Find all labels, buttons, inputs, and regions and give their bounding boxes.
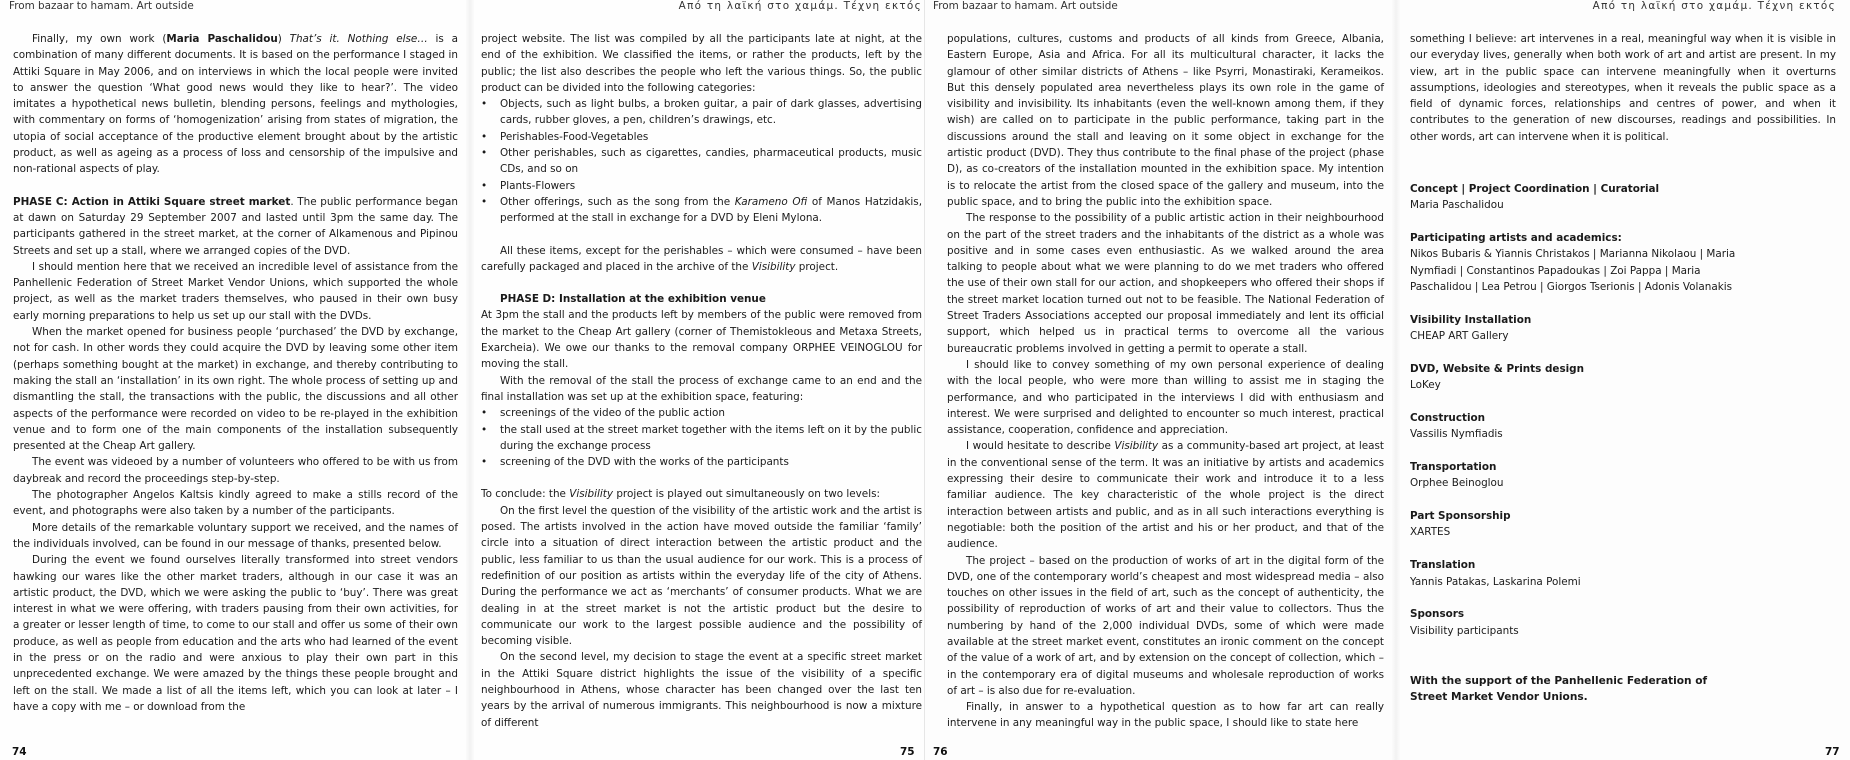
page-number: 74	[12, 746, 27, 758]
phase-c-heading: PHASE C: Action in Attiki Square street market	[13, 195, 291, 208]
credit-title: DVD, Website & Prints design	[1410, 362, 1585, 375]
conclude-lead: To conclude: the	[481, 488, 570, 501]
credit-entry	[1410, 361, 1830, 394]
spread-divider	[924, 0, 925, 760]
intro-lead: Finally, my own work (	[32, 33, 167, 45]
hesitate-rest: as a community-based art project, at least in the conventional sense of the term. It was an initiative by artists and academics expressing their desire to communicate their work and introduce it to a less familiar audience. The key characteristic of the whole project is the direct interaction between artists and public, and as in all such interactions everything is negotiable: both the position of the artist and his or her product, and that of the audience.	[947, 440, 1384, 551]
body-paragraph: On the second level, my decision to stage the event at a specific street market in the Attiki Square district highlights the issue of the visibility of a specific neighbourhood in Athens, whose character has been changed over the last ten years by the arrival of numerous immigrants. This neighbourhood is now a mixture of different	[481, 651, 922, 729]
category-item	[481, 194, 922, 227]
body-paragraph	[481, 486, 922, 502]
body-paragraph: During the event we found ourselves literally transformed into street vendors hawking our wares like the other market traders, although in our case it was an artistic product, the DVD, which we were asking the public to ‘buy’. There was great interest in what we were offering, with traders pausing from their own activities, for a greater or lesser length of time, to come to our stall and offer us some of their own produce, as well as people from education and the arts who had learned of the event in the press or on the radio and were anxious to play their own part in this unprecedented exchange. We were amazed by the things these people brought and left on the stall. We made a list of all the items left, which you can look at later – I have a copy with me – or download from the	[13, 554, 458, 713]
author-name: Maria Paschalidou	[166, 33, 278, 45]
book-gutter	[466, 0, 474, 760]
credit-value: Vassilis Nymfiadis	[1410, 428, 1503, 441]
credit-entry	[1410, 557, 1830, 590]
archive-rest: project.	[795, 260, 839, 273]
credit-value: Maria Paschalidou	[1410, 199, 1504, 212]
credit-title: Participating artists and academics:	[1410, 232, 1622, 245]
body-paragraph: When the market opened for business people ‘purchased’ the DVD by exchange, not for cash. In other words they could acquire the DVD by leaving some other item (perhaps something bought at the market) in exchange, and thereby contributing to making the stall an ‘installation’ in its own right. The whole process of setting up and dismantling the stall, the transactions with the public, the discussions and all other aspects of the performance were recorded on video to be re-played in the exhibition venue and to form one of the main components of the installation subsequently presented at the Cheap Art gallery.	[13, 326, 458, 453]
offerings-lead: Other offerings, such as the song from the	[500, 195, 735, 208]
conclude-rest: project is played out simultaneously on two levels:	[613, 488, 881, 501]
credit-value: Visibility participants	[1410, 624, 1519, 637]
category-item: • Objects, such as light bulbs, a broken guitar, a pair of dark glasses, advertising cards, rubber gloves, a pen, children’s drawings, etc.	[481, 96, 922, 129]
body-paragraph: With the removal of the stall the process of exchange came to an end and the final installation was set up at the exhibition space, featuring:	[481, 374, 922, 403]
project-title: Visibility	[1114, 440, 1159, 453]
page-76-column	[947, 31, 1384, 732]
phase-d-heading: PHASE D: Installation at the exhibition venue	[500, 293, 766, 306]
credit-title: Part Sponsorship	[1410, 510, 1511, 523]
work-title: That’s it. Nothing else…	[289, 33, 428, 45]
phase-c-text: . The public performance began at dawn on Saturday 29 September 2007 and lasted until 3pm the same day. The participants gathered in the street market, at the corner of Alkamenous and Pipinou Streets and set up a stall, where we arranged copies of the DVD.	[13, 195, 459, 257]
credit-value: Orphee Beinoglou	[1410, 477, 1504, 490]
credit-value: Nikos Bubaris & Yiannis Christakos | Marianna Nikolaou | Maria Nymfiadi | Constantinos Papadoukas | Zoi Pappa | Maria Paschalidou | Lea Petrou | Giorgos Tserionis | Adonis Volanakis	[1410, 248, 1736, 293]
running-head-english: From bazaar to hamam. Art outside	[9, 0, 194, 12]
feature-list	[481, 405, 922, 470]
body-paragraph: More details of the remarkable voluntary support we received, and the names of the individuals involved, can be found in our message of thanks, presented below.	[13, 521, 458, 550]
body-paragraph: Finally, in answer to a hypothetical question as to how far art can really intervene in any meaningful way in the public space, I should like to state here	[947, 701, 1384, 730]
credit-entry	[1410, 508, 1830, 541]
credit-entry	[1410, 459, 1830, 492]
running-head-greek: Από τη λαϊκή στο χαμάμ. Τέχνη εκτός	[678, 0, 922, 12]
page-number: 76	[933, 746, 948, 758]
support-statement: With the support of the Panhellenic Federation of Street Market Vendor Unions.	[1410, 675, 1708, 704]
body-paragraph: The project – based on the production of works of art in the digital form of the DVD, one of the contemporary world’s cheapest and most widespread media – also touches on other issues in the field of art, such as the concept of authenticity, the possibility of reproduction of works of art and their value to collectors. Thus the numbering by hand of the 2,000 individual DVDs, some of which were made available at the street market event, constitutes an ironic comment on the concept of the value of a work of art, and by extension on the concept of collection, which – in the contemporary era of digital museums and wholesale reproduction of works of art – is also due for re-evaluation.	[947, 554, 1384, 697]
credit-title: Sponsors	[1410, 608, 1465, 621]
hesitate-lead: I would hesitate to describe	[966, 440, 1115, 453]
page-number: 77	[1825, 746, 1840, 758]
credits-list	[1410, 181, 1830, 655]
body-paragraph: The photographer Angelos Kaltsis kindly agreed to make a stills record of the event, and photographs were also taken by a number of the participants.	[13, 489, 458, 518]
credit-entry	[1410, 410, 1830, 443]
credit-title: Transportation	[1410, 461, 1497, 474]
body-paragraph: I should mention here that we received an incredible level of assistance from the Panhellenic Federation of Street Market Vendor Unions, which supported the whole project, as well as the market traders themselves, who paused in their own busy early morning preparations to help us set up our stall with the DVDs.	[13, 260, 458, 322]
feature-item: • the stall used at the street market together with the items left on it by the public during the exchange process	[481, 422, 922, 455]
category-item: • Other perishables, such as cigarettes, candies, pharmaceutical products, music CDs, and so on	[481, 145, 922, 178]
project-title: Visibility	[569, 488, 614, 501]
intro-connector: )	[277, 33, 290, 45]
intro-rest: is a combination of many different documents. It is based on the performance I staged in Attiki Square in May 2006, and on interviews in which the local people were invited to answer the question ‘What good news would they like to hear?’. The video imitates a hypothetical news bulletin, blending persons, feelings and mythologies, with commentary on forms of ‘homogenization’ arising from states of migration, the utopia of social acceptance of the productive element brought about by the artistic product, as well as ageing as a process of loss and censorship of the impulsive and non-rational aspects of play.	[13, 33, 458, 176]
credit-title: Visibility Installation	[1410, 313, 1532, 326]
feature-item: • screenings of the video of the public action	[481, 405, 922, 421]
body-paragraph: I should like to convey something of my own personal experience of dealing with the local people, who were more than willing to assist me in staging the performance, and who participated in the interviews I did with enthusiasm and interest. We were surprised and delighted to encounter so much interest, practical assistance, cooperation, confidence and appreciation.	[947, 358, 1384, 437]
body-paragraph: something I believe: art intervenes in a real, meaningful way when it is visible in our everyday lives, generally when both work of art and artist are present. In my view, art in the public space can intervene meaningfully when it overturns assumptions, ideologies and stereotypes, when it reveals the public space as a field of dynamic forces, relationships and centres of power, and when it contributes to the generation of new discourses, readings and possibilities. In other words, art can intervene when it is political.	[1410, 33, 1836, 143]
offerings-rest: of Manos Hatzidakis, performed at the stall in exchange for a DVD by Eleni Mylona.	[500, 195, 922, 225]
body-paragraph	[947, 438, 1384, 552]
feature-item: • screening of the DVD with the works of the participants	[481, 454, 922, 470]
running-head-greek: Από τη λαϊκή στο χαμάμ. Τέχνη εκτός	[1592, 0, 1836, 12]
credit-value: XARTES	[1410, 526, 1451, 539]
category-item: • Perishables-Food-Vegetables	[481, 129, 922, 145]
book-gutter	[1392, 0, 1400, 760]
credit-value: CHEAP ART Gallery	[1410, 330, 1509, 343]
category-list	[481, 96, 922, 226]
credit-entry	[1410, 181, 1830, 214]
page-number: 75	[900, 746, 915, 758]
archive-lead: All these items, except for the perishables – which were consumed – have been carefully packaged and placed in the archive of the	[481, 244, 922, 273]
page-74-column	[13, 31, 458, 715]
credit-value: Yannis Patakas, Laskarina Polemi	[1410, 575, 1581, 588]
intro-paragraph	[13, 31, 458, 178]
body-paragraph: populations, cultures, customs and products of all kinds from Greece, Albania, Eastern Europe, Asia and Africa. For all its multicultural character, it lacks the glamour of other similar districts of Athens – like Psyrri, Monastiraki, Kerameikos. But this densely populated area nevertheless plays its own role in the game of visibility and invisibility. Its inhabitants (even the well-known among them, if they wish) are called on to participate in the public performance, taking part in the discussions around the stall and leaving on it some object in exchange for the artistic product (DVD). They thus contribute to the final phase of the project (phase D), as co-creators of the installation mounted in the exhibition space. My intention is to relocate the artist from the closed space of the gallery and museum, into the public space, and to bring the public into the exhibition space.	[947, 33, 1384, 208]
phase-c-paragraph	[13, 194, 458, 259]
body-paragraph: The event was videoed by a number of volunteers who offered to be with us from daybreak and record the proceedings step-by-step.	[13, 456, 458, 485]
body-paragraph: project website. The list was compiled by all the participants late at night, at the end of the exhibition. We classified the items, or rather the products, left by the public; the list also describes the people who left the various things. So, the public product can be divided into the following categories:	[481, 33, 922, 94]
credit-title: Translation	[1410, 559, 1476, 572]
credit-value: LoKey	[1410, 379, 1441, 392]
song-title: Karameno Ofi	[734, 195, 808, 208]
credit-title: Construction	[1410, 411, 1486, 424]
running-head-english: From bazaar to hamam. Art outside	[933, 0, 1118, 12]
credit-entry	[1410, 606, 1830, 639]
page-77-column	[1410, 31, 1836, 145]
credit-title: Concept | Project Coordination | Curatorial	[1410, 183, 1660, 195]
category-item: • Plants-Flowers	[481, 178, 922, 194]
body-paragraph	[481, 243, 922, 276]
credit-entry	[1410, 230, 1830, 295]
project-title: Visibility	[751, 260, 796, 273]
body-paragraph: On the first level the question of the visibility of the artistic work and the artist is posed. The artists involved in the action have moved outside the familiar ‘family’ circle into a situation of direct interaction between the artistic product and the public, less familiar to us than the usual audience for our work. This is a process of redefinition of our position as artists within the everyday life of the city of Athens. During the performance we act as ‘merchants’ of consumer products. What we are dealing in at the street market is not the artistic product but the desire to communicate our work to the largest possible audience and the possibility of becoming visible.	[481, 504, 922, 648]
credit-entry	[1410, 312, 1830, 345]
body-paragraph: The response to the possibility of a public artistic action in their neighbourhood on the part of the street traders and the inhabitants of the district as a whole was positive and in some cases even enthusiastic. As we walked around the area talking to people about what we were planning to do we met traders who offered the use of their own stall for our action, and shopkeepers who offered their shops if the street market location turned out not to be feasible. The National Federation of Street Traders Associations accepted our proposal immediately and lent its official support, which helped us in practical terms to overcome all the various bureaucratic problems involved in getting a permit to operate a stall.	[947, 212, 1384, 355]
page-75-column	[481, 31, 922, 731]
body-paragraph: At 3pm the stall and the products left by members of the public were removed from the market to the Cheap Art gallery (corner of Themistokleous and Metaxa Streets, Exarcheia). We owe our thanks to the removal company ORPHEE VEINOGLOU for moving the stall.	[481, 309, 922, 371]
